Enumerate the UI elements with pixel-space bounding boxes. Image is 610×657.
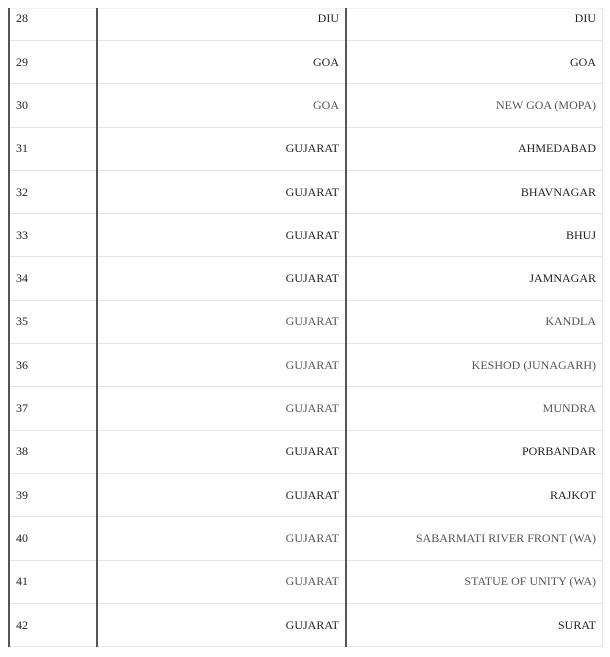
row-number: 41 [9,560,97,603]
state-cell: GOA [97,41,346,84]
airport-cell: AHMEDABAD [346,127,603,170]
state-cell: GUJARAT [97,387,346,430]
airport-cell: MUNDRA [346,387,603,430]
airport-cell: SURAT [346,603,603,646]
airport-cell: SABARMATI RIVER FRONT (WA) [346,517,603,560]
table-row [9,517,603,560]
table-row [9,41,603,84]
state-cell: DIU [97,9,346,41]
state-cell: GUJARAT [97,127,346,170]
row-number: 40 [9,517,97,560]
airport-cell: KESHOD (JUNAGARH) [346,344,603,387]
table-row [9,344,603,387]
state-cell: GUJARAT [97,430,346,473]
state-cell: GUJARAT [97,473,346,516]
state-cell: GUJARAT [97,517,346,560]
table-row [9,430,603,473]
airport-table [8,8,603,647]
state-cell: GUJARAT [97,560,346,603]
table-row [9,603,603,646]
row-number: 39 [9,473,97,516]
airport-cell: BHAVNAGAR [346,170,603,213]
table-row [9,300,603,343]
row-number: 33 [9,214,97,257]
table-row [9,387,603,430]
row-number: 37 [9,387,97,430]
row-number: 38 [9,430,97,473]
airport-cell: PORBANDAR [346,430,603,473]
state-cell: GUJARAT [97,344,346,387]
state-cell: GUJARAT [97,214,346,257]
table-row [9,257,603,300]
table-row [9,170,603,213]
state-cell: GUJARAT [97,603,346,646]
airport-cell: STATUE OF UNITY (WA) [346,560,603,603]
table-row [9,84,603,127]
airport-cell: DIU [346,9,603,41]
row-number: 42 [9,603,97,646]
row-number: 34 [9,257,97,300]
table-row [9,560,603,603]
table-row [9,127,603,170]
row-number: 29 [9,41,97,84]
row-number: 36 [9,344,97,387]
table-row [9,9,603,41]
row-number: 30 [9,84,97,127]
airport-cell: GOA [346,41,603,84]
airport-cell: JAMNAGAR [346,257,603,300]
state-cell: GUJARAT [97,170,346,213]
state-cell: GUJARAT [97,257,346,300]
table-row [9,214,603,257]
row-number: 31 [9,127,97,170]
airport-cell: RAJKOT [346,473,603,516]
table-row [9,473,603,516]
state-cell: GOA [97,84,346,127]
row-number: 35 [9,300,97,343]
row-number: 28 [9,9,97,41]
state-cell: GUJARAT [97,300,346,343]
airport-cell: NEW GOA (MOPA) [346,84,603,127]
airport-cell: BHUJ [346,214,603,257]
row-number: 32 [9,170,97,213]
airport-cell: KANDLA [346,300,603,343]
